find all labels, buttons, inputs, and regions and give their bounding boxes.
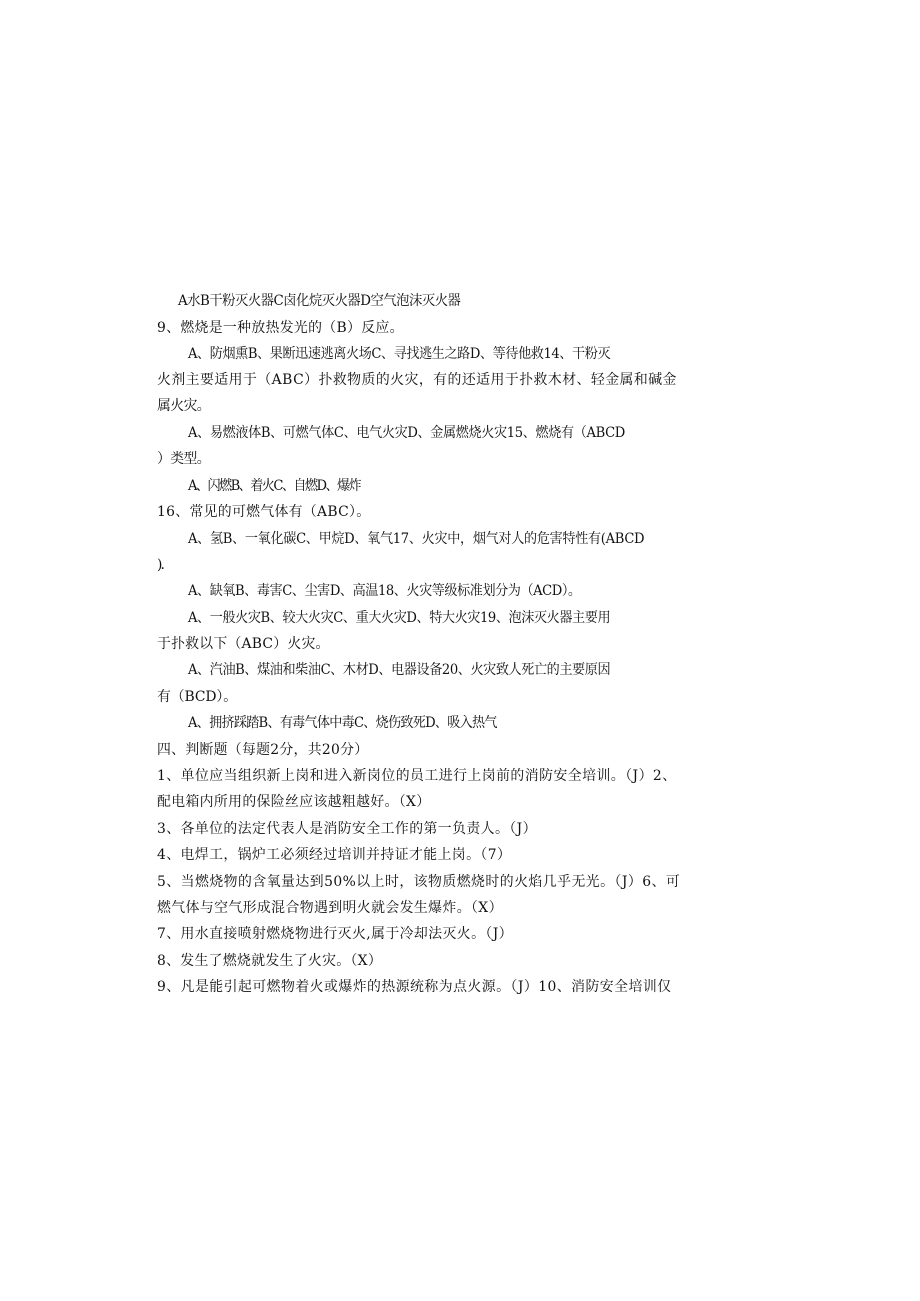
options-line: A、防烟熏B、果断迅速逃离火场C、寻找逃生之路D、等待他救14、干粉灭: [188, 346, 611, 362]
options-line: A、拥挤踩踏B、有毒气体中毒C、烧伤致死D、吸入热气: [188, 715, 497, 731]
text-line: 于扑救以下（ABC）火灾。: [157, 636, 330, 652]
text-line: )．: [157, 557, 173, 573]
question-line: 8、发生了燃烧就发生了火灾。（X）: [157, 953, 383, 969]
text-line: 属火灾。: [157, 398, 210, 414]
text-line: 燃气体与空气形成混合物遇到明火就会发生爆炸。（X）: [157, 900, 503, 916]
question-line: 9、燃烧是一种放热发光的（B）反应。: [157, 320, 404, 336]
section-heading: 四、判断题（每题2分，共20分）: [157, 742, 369, 758]
question-line: 16、常见的可燃气体有（ABC）。: [157, 504, 371, 520]
text-line: 有（BCD）。: [157, 689, 237, 705]
text-line: 配电箱内所用的保险丝应该越粗越好。（X）: [157, 794, 431, 810]
question-line: 1、单位应当组织新上岗和进入新岗位的员工进行上岗前的消防安全培训。（J）2、: [157, 768, 677, 784]
options-line: A、氢B、一氧化碳C、甲烷D、氧气17、火灾中，烟气对人的危害特性有(ABCD: [188, 531, 645, 547]
options-line: A、易燃液体B、可燃气体C、电气火灾D、金属燃烧火灾15、燃烧有（ABCD: [188, 425, 625, 441]
question-line: 9、凡是能引起可燃物着火或爆炸的热源统称为点火源。（J）10、消防安全培训仅: [157, 979, 672, 995]
question-line: 7、用水直接喷射燃烧物进行灭火,属于冷却法灭火。（J）: [157, 926, 513, 942]
text-line: ）类型。: [157, 451, 210, 467]
question-line: 4、电焊工，锅炉工必须经过培训并持证才能上岗。（7）: [157, 847, 512, 863]
question-line: 5、当燃烧物的含氧量达到50%以上时，该物质燃烧时的火焰几乎无光。（J）6、可: [157, 874, 681, 890]
text-line: 火剂主要适用于（ABC）扑救物质的火灾，有的还适用于扑救木材、轻金属和碱金: [157, 372, 677, 388]
options-line: A、一般火灾B、较大火灾C、重大火灾D、特大火灾19、泡沫灭火器主要用: [188, 610, 611, 626]
options-line: A、闪燃B、着火C、自燃D、爆炸: [188, 478, 361, 494]
options-line: A、汽油B、煤油和柴油C、木材D、电器设备20、火灾致人死亡的主要原因: [188, 662, 611, 678]
question-line: 3、各单位的法定代表人是消防安全工作的第一负责人。（J）: [157, 821, 537, 837]
text-line: A水B干粉灭火器C卤化烷灭火器D空气泡沫灭火器: [178, 293, 461, 309]
options-line: A、缺氧B、毒害C、尘害D、高温18、火灾等级标准划分为（ACD）。: [188, 583, 581, 599]
